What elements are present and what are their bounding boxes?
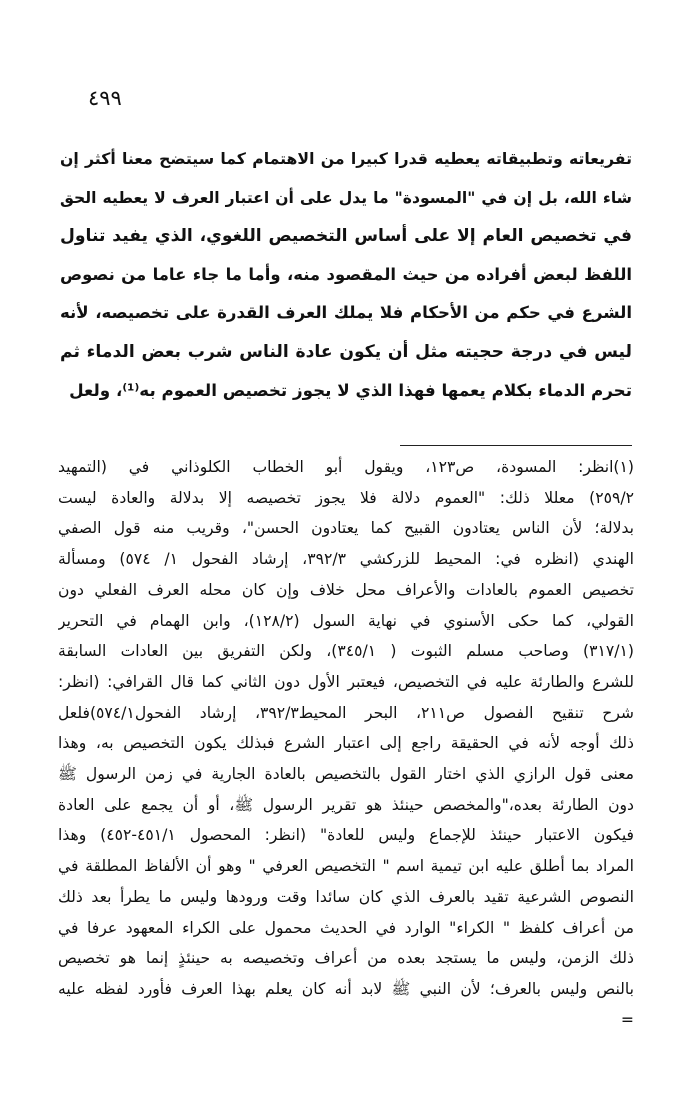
footnote-line: ذلك الزمن، وليس ما يستجد بعده من أعراف وتخصيصه به حينئذٍ إنما هو تخصيص	[58, 949, 634, 968]
footnote-line: النصوص الشرعية تقيد بالعرف الذي كان سائدا وقت ورودها وليس ما يطرأ بعد ذلك	[58, 887, 634, 906]
main-paragraph	[60, 140, 632, 410]
footnote-separator	[400, 445, 632, 446]
footnote-line: الهندي (انظره في: المحيط للزركشي ٣٩٢/٣، إرشاد الفحول ١/ ٥٧٤) ومسألة	[58, 550, 634, 569]
main-text-line: ليس في درجة حجيته مثل أن يكون عادة الناس شرب بعض الدماء ثم	[60, 341, 632, 362]
footnote-block	[58, 452, 634, 1035]
footnote-line: فيكون الاعتبار حينئذ للإجماع وليس للعادة" (انظر: المحصول ٤٥١/١-٤٥٢) وهذا	[58, 826, 634, 845]
footnote-line: دون الطارئة بعده،"والمخصص حينئذ هو تقرير الرسول ﷺ، أو أن يجمع على العادة	[58, 795, 634, 814]
page-number: ٤٩٩	[88, 86, 122, 110]
footnote-line: ذلك أوجه لأنه في الحقيقة راجع إلى اعتبار الشرع فبذلك يكون التخصيص به، وهذا	[58, 734, 634, 753]
footnote-line: القولي، كما حكى الأسنوي في نهاية السول (١٢٨/٢)، وابن الهمام في التحرير	[58, 611, 634, 630]
footnote-line: شرح تنقيح الفصول ص٢١١، البحر المحيط٣٩٢/٣، إرشاد الفحول٥٧٤/١)فلعل	[58, 703, 634, 722]
main-text-line: اللفظ لبعض أفراده من حيث المقصود منه، وأما ما جاء عاما من نصوص	[60, 264, 632, 284]
footnote-line: معنى قول الرازي الذي اختار القول بالتخصيص بالعادة الجارية في زمن الرسول ﷺ	[58, 765, 634, 784]
footnote-line: تخصيص العموم بالعادات والأعراف محل خلاف وإن كان محله العرف الفعلي دون	[58, 580, 634, 599]
footnote-line: المراد بما أطلق عليه ابن تيمية اسم " التخصيص العرفي " وهو أن الألفاظ المطلقة في	[58, 857, 634, 876]
footnote-line: ٢٥٩/٢) معللا ذلك: "العموم دلالة فلا يجوز تخصيصه إلا بدلالة والعادة ليست	[58, 488, 634, 507]
footnote-continuation-mark: =	[620, 1010, 634, 1029]
main-text-line: الشرع في حكم من الأحكام فلا يملك العرف القدرة على تخصيصه، لأنه	[60, 303, 632, 322]
footnote-line: للشرع والطارئة عليه في التخصيص، فيعتبر الأول دون الثاني كما قال القرافي: (انظر:	[58, 672, 634, 691]
footnote-line: (١)انظر: المسودة، ص١٢٣، ويقول أبو الخطاب الكلوذاني في (التمهيد	[58, 458, 634, 476]
footnote-line: من أعراف كلفظ " الكراء" الوارد في الحديث محمول على الكراء المعهود عرفا في	[58, 918, 634, 937]
main-text-line: تفريعاته وتطبيقاته يعطيه قدرا كبيرا من الاهتمام كما سيتضح معنا أكثر إن	[60, 149, 632, 168]
main-text-line: في تخصيص العام إلا على أساس التخصيص اللغوي، الذي يفيد تناول	[60, 226, 632, 246]
footnote-line: بالنص وليس بالعرف؛ لأن النبي ﷺ لابد أنه كان يعلم بهذا العرف فأورد لفظه عليه	[58, 979, 634, 998]
main-text-line: شاء الله، بل إن في "المسودة" ما يدل على أن اعتبار العرف لا يعطيه الحق	[60, 188, 632, 207]
main-text-line: تحرم الدماء بكلام يعمها فهذا الذي لا يجوز تخصيص العموم به⁽¹⁾، ولعل	[69, 380, 632, 400]
footnote-line: (٣١٧/١) وصاحب مسلم الثبوت ( ٣٤٥/١)، ولكن التفريق بين العادات السابقة	[58, 642, 634, 661]
footnote-line: بدلالة؛ لأن الناس يعتادون القبيح كما يعتادون الحسن"، وقريب منه قول الصفي	[58, 519, 634, 538]
